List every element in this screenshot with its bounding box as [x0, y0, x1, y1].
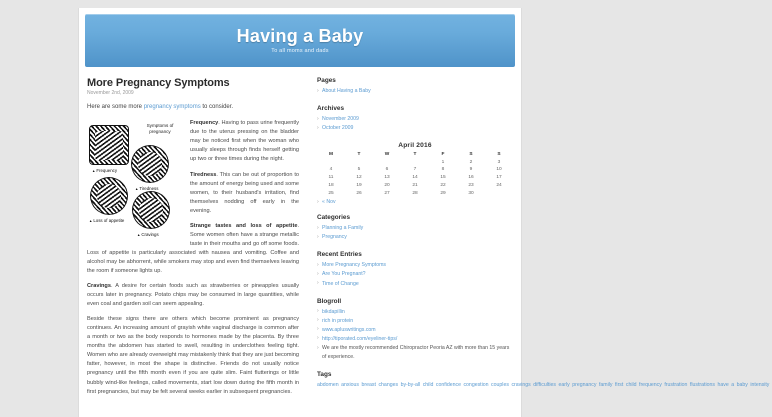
calendar-weekday: T [413, 152, 417, 158]
calendar-day[interactable]: 24 [496, 183, 502, 189]
blogroll-description: We are the mostly recommended Chiropractor Peoria AZ with more than 15 years of experience. [322, 345, 510, 361]
recent-entry-link[interactable]: More Pregnancy Symptoms [322, 262, 387, 269]
sidebar-heading-tags: Tags [317, 371, 332, 379]
tag-item[interactable]: pregnancy [572, 382, 597, 389]
paragraph-text: . A desire for certain foods such as strawberries or pineapples usually occurs later in pregnancy. Potato chips may be consumed in large quantities, while even coal and garden soil can seem appealing. [87, 283, 299, 308]
categories-list [317, 224, 513, 242]
calendar-weekday: S [469, 152, 473, 158]
calendar-day[interactable]: 21 [412, 183, 418, 189]
calendar-day[interactable] [485, 189, 513, 197]
calendar-day[interactable]: 19 [356, 183, 362, 189]
list-item[interactable] [317, 335, 513, 344]
post-intro-before: Here are some more [87, 104, 144, 110]
list-item[interactable] [317, 344, 513, 362]
tag-item[interactable]: early [558, 382, 570, 389]
sidebar-section-categories [317, 214, 513, 242]
calendar-week-row [317, 174, 513, 182]
calendar-day[interactable]: 10 [496, 167, 502, 173]
calendar-day[interactable]: 20 [384, 183, 390, 189]
list-item[interactable] [317, 317, 513, 326]
tag-item[interactable]: have [717, 382, 729, 389]
blogroll-list [317, 308, 513, 363]
pages-list [317, 87, 513, 96]
calendar-weekday: W [384, 152, 390, 158]
calendar-day[interactable]: 30 [468, 190, 474, 196]
post-date: November 2nd, 2009 [87, 90, 134, 96]
tiredness-illustration-icon [131, 145, 169, 183]
calendar-weekday: M [329, 152, 333, 158]
calendar-weekday-row [317, 151, 513, 158]
category-link[interactable]: Pregnancy [322, 234, 347, 241]
calendar-week-row [317, 182, 513, 190]
tag-item[interactable]: congestion [463, 382, 489, 389]
recent-entry-link[interactable]: Are You Pregnant? [322, 271, 366, 278]
sidebar-section-recent-entries [317, 251, 513, 288]
list-item[interactable] [317, 115, 513, 124]
sidebar-heading-blogroll: Blogroll [317, 297, 342, 305]
calendar-day[interactable]: 1 [441, 159, 445, 165]
site-tagline: To all moms and dads [271, 48, 329, 55]
sidebar-heading-categories: Categories [317, 214, 351, 222]
tag-cloud [317, 381, 770, 389]
sidebar-heading-archives: Archives [317, 105, 344, 113]
tag-item[interactable]: anxious [341, 382, 360, 389]
calendar-day[interactable] [401, 158, 429, 166]
calendar-day[interactable] [317, 158, 345, 166]
site-header-wrapper [79, 8, 521, 67]
post-intro [87, 103, 299, 112]
list-item[interactable] [317, 233, 513, 242]
calendar-day[interactable]: 2 [469, 159, 473, 165]
list-item[interactable] [317, 270, 513, 279]
tag-item[interactable]: baby [736, 382, 748, 389]
paragraph-lead: Cravings [87, 283, 111, 290]
recent-entries-list [317, 261, 513, 288]
blogroll-link[interactable]: bikdapillin [322, 308, 345, 315]
sidebar-section-blogroll [317, 298, 513, 363]
list-item[interactable] [317, 261, 513, 270]
pregnancy-symptoms-illustration [87, 119, 183, 237]
calendar-weekday: T [357, 152, 361, 158]
post-body [87, 119, 299, 402]
calendar-day[interactable]: 29 [440, 190, 446, 196]
blogroll-link[interactable]: http://tiporated.com/eyeliner-tips/ [322, 335, 398, 342]
list-item[interactable] [317, 280, 513, 289]
cravings-illustration-icon [132, 191, 170, 229]
tag-item[interactable]: cravings [511, 382, 531, 389]
tag-item[interactable]: confidence [435, 382, 461, 389]
tag-item[interactable]: breast [361, 382, 376, 389]
paragraph-cravings [87, 282, 299, 309]
tag-item[interactable]: frustration [664, 382, 688, 389]
calendar-caption: April 2016 [398, 142, 432, 150]
paragraph-other-signs [87, 315, 299, 396]
archive-link[interactable]: October 2009 [322, 125, 354, 132]
calendar-weekday: S [497, 152, 501, 158]
category-link[interactable]: Planning a Family [322, 225, 364, 232]
list-item[interactable] [317, 124, 513, 133]
tag-item[interactable]: child [422, 382, 434, 389]
calendar-day[interactable] [373, 158, 401, 166]
tag-item[interactable]: intensity [750, 382, 770, 389]
calendar-day[interactable]: 12 [356, 175, 362, 181]
tiredness-illustration-label: ▲ Tiredness [135, 186, 158, 191]
calendar-week-row [317, 166, 513, 174]
tag-item[interactable]: child [625, 382, 637, 389]
sidebar-section-calendar [317, 142, 513, 205]
archive-link[interactable]: November 2009 [322, 116, 359, 123]
tag-item[interactable]: first [614, 382, 624, 389]
calendar-day[interactable]: 17 [496, 175, 502, 181]
calendar-day[interactable]: 23 [468, 183, 474, 189]
calendar-day[interactable]: 18 [328, 183, 334, 189]
tag-item[interactable]: family [598, 382, 613, 389]
calendar-week-row [317, 158, 513, 166]
tag-item[interactable]: changes [378, 382, 399, 389]
calendar-prev-link[interactable]: « Nov [322, 199, 336, 206]
illustration-caption: Symptoms of pregnancy [146, 123, 174, 135]
list-item[interactable] [317, 326, 513, 335]
cravings-illustration-label: ▲ Cravings [137, 232, 159, 237]
post-title[interactable]: More Pregnancy Symptoms [87, 77, 230, 89]
tag-item[interactable]: frequency [639, 382, 662, 389]
paragraph-text: . This can be out of proportion to the amount of energy being used and some women, to their husband's irritation, find themselves nodding off early in the evening. [190, 171, 299, 214]
calendar-day[interactable]: 13 [384, 175, 390, 181]
calendar-day[interactable]: 22 [440, 183, 446, 189]
tag-item[interactable]: flustrations [689, 382, 715, 389]
sidebar-section-archives [317, 105, 513, 133]
page-container [78, 8, 770, 417]
calendar-day[interactable]: 9 [469, 167, 473, 173]
frequency-illustration-label: ▲ Frequency [92, 168, 117, 173]
post-content-column [87, 77, 309, 403]
frequency-illustration-icon [89, 125, 129, 165]
paragraph-text: . Some women often have a strange metallic taste in their mouths and go off some foods. Loss of appetite is particularly associated with nausea and vomiting. Coffee and alcohol may be abhorrent, while smokers may stop and even find themselves leaving the room if someone lights up. [87, 222, 299, 274]
paragraph-text: . Having to pass urine frequently due to the uterus pressing on the bladder may be noticed first when the woman who usually sleeps through finds herself getting up two or three times during the night. [190, 120, 299, 163]
tag-item[interactable]: couples [491, 382, 509, 389]
site-title[interactable]: Having a Baby [236, 25, 364, 46]
calendar-day[interactable]: 4 [329, 167, 333, 173]
list-item[interactable] [317, 308, 513, 317]
blogroll-link[interactable]: www.apluswritings.com [322, 326, 376, 333]
calendar-day[interactable] [345, 158, 373, 166]
site-header [85, 14, 515, 67]
sidebar [309, 77, 770, 399]
archives-list [317, 115, 513, 133]
calendar-weekday: F [441, 152, 445, 158]
calendar-prev-month[interactable] [317, 199, 513, 205]
blogroll-link[interactable]: rich in protein [322, 317, 354, 324]
tag-item[interactable]: abdomen [317, 382, 339, 389]
paragraph-lead: Frequency [190, 120, 219, 127]
page-link[interactable]: About Having a Baby [322, 88, 371, 94]
list-item[interactable] [317, 87, 513, 96]
calendar-day[interactable]: 14 [412, 175, 418, 181]
calendar-day[interactable]: 26 [356, 190, 362, 196]
calendar-day[interactable]: 27 [384, 190, 390, 196]
pregnancy-symptoms-link[interactable]: pregnancy symptoms [143, 104, 201, 110]
calendar-week-row [317, 189, 513, 197]
loss-of-appetite-illustration-icon [90, 177, 128, 215]
calendar-day[interactable]: 8 [441, 167, 445, 173]
list-item[interactable] [317, 224, 513, 233]
sidebar-heading-recent-entries: Recent Entries [317, 251, 362, 259]
sidebar-heading-pages: Pages [317, 77, 336, 84]
calendar-day[interactable]: 15 [440, 175, 446, 181]
calendar-day[interactable]: 28 [412, 190, 418, 196]
calendar-widget [317, 142, 513, 197]
recent-entry-link[interactable]: Time of Change [322, 280, 359, 287]
tag-item[interactable]: a [731, 382, 735, 389]
calendar-day[interactable]: 7 [413, 167, 417, 173]
calendar-day[interactable]: 5 [357, 167, 361, 173]
calendar-day[interactable]: 25 [328, 190, 334, 196]
tag-item[interactable]: difficulties [533, 382, 556, 389]
calendar-day[interactable]: 6 [385, 167, 389, 173]
paragraph-text: Beside these signs there are others which become prominent as pregnancy continues. An increasing amount of grayish white vaginal discharge is common after a month or two as the body responds to hormones made by the placenta. By three months the abdomen has started to swell, resulting in underclothes feeling tight. Women who are already overweight may mistakenly think that they are just becoming fatter, however, in most the shape is distinctive. Friends do not usually notice pregnancy until the fifth month even if you are quite slim. Faint flutterings or little bubbly wind-like feelings, called movements, start low down during the fifth month in first pregnancies, but may be felt several weeks earlier in subsequent pregnancies. [87, 316, 299, 395]
sidebar-section-tags [317, 371, 770, 389]
paragraph-lead: Strange tastes and loss of appetite [190, 222, 298, 229]
paragraph-lead: Tiredness [190, 171, 217, 178]
loss-of-appetite-illustration-label: ▲ Loss of appetite [89, 218, 124, 223]
calendar-day[interactable]: 3 [497, 159, 501, 165]
calendar-day[interactable]: 11 [328, 175, 334, 181]
main-columns [79, 67, 770, 417]
post-intro-after: to consider. [200, 104, 234, 110]
calendar-day[interactable]: 16 [468, 175, 474, 181]
tag-item[interactable]: by-by-all [400, 382, 421, 389]
sidebar-section-pages [317, 77, 513, 96]
